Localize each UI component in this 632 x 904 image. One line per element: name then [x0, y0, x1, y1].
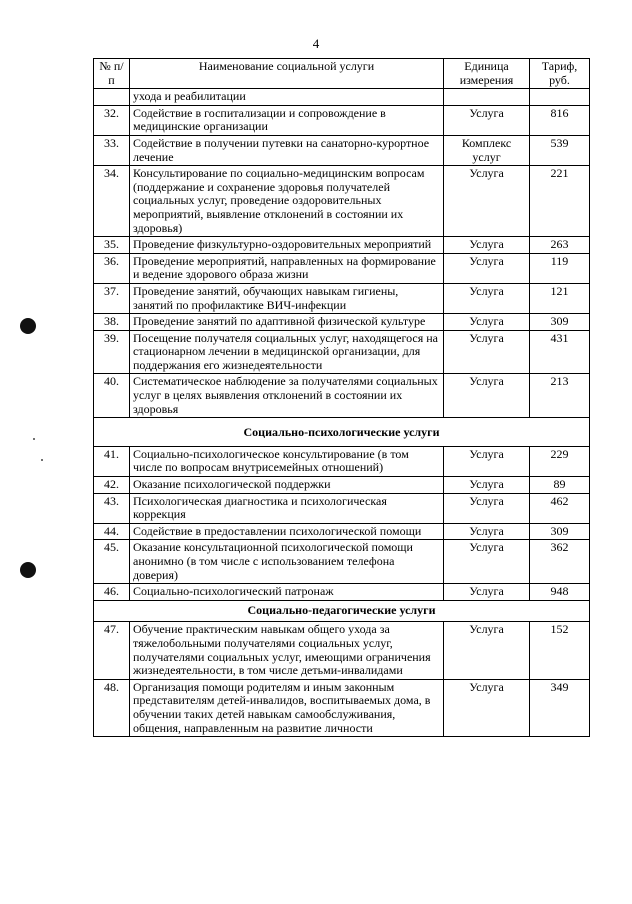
punch-hole	[20, 318, 36, 334]
page-number: 4	[312, 36, 320, 51]
cell-name: Содействие в предоставлении психологической помощи	[130, 523, 444, 540]
cell-unit: Услуга	[444, 314, 530, 331]
section-heading-row	[94, 418, 590, 447]
cell-unit: Услуга	[444, 237, 530, 254]
table-row	[94, 314, 590, 331]
cell-price: 362	[530, 540, 590, 584]
cell-name: Оказание психологической поддержки	[130, 477, 444, 494]
cell-price: 309	[530, 314, 590, 331]
table-row	[94, 166, 590, 237]
cell-name: Содействие в получении путевки на санаторно-курортное лечение	[130, 135, 444, 165]
table-row	[94, 374, 590, 418]
cell-unit: Услуга	[444, 166, 530, 237]
cell-num: 37.	[94, 283, 130, 313]
cell-num: 34.	[94, 166, 130, 237]
table-row	[94, 493, 590, 523]
cell-num: 38.	[94, 314, 130, 331]
cell-name: Психологическая диагностика и психологическая коррекция	[130, 493, 444, 523]
cell-unit: Услуга	[444, 584, 530, 601]
cell-price: 229	[530, 446, 590, 476]
cell-num: 35.	[94, 237, 130, 254]
cell-num: 40.	[94, 374, 130, 418]
header-num: № п/п	[94, 59, 130, 89]
tariff-table	[93, 58, 590, 737]
table-row	[94, 105, 590, 135]
table-header-row	[94, 59, 590, 89]
cell-price: 121	[530, 283, 590, 313]
header-price: Тариф, руб.	[530, 59, 590, 89]
cell-price: 152	[530, 622, 590, 679]
section-heading: Социально-психологические услуги	[94, 418, 590, 447]
table-row	[94, 135, 590, 165]
table-row	[94, 540, 590, 584]
table-row	[94, 523, 590, 540]
cell-price: 948	[530, 584, 590, 601]
cell-price: 431	[530, 330, 590, 374]
cell-num: 32.	[94, 105, 130, 135]
cell-unit: Услуга	[444, 622, 530, 679]
cell-unit: Услуга	[444, 477, 530, 494]
cell-name: Обучение практическим навыкам общего ухода за тяжелобольными получателями социальных услуг, получателями социальных услуг, имеющими ограничения жизнедеятельности, в том числе детьми-инвалидами	[130, 622, 444, 679]
cell-num: 48.	[94, 679, 130, 736]
cell-unit: Услуга	[444, 493, 530, 523]
table-row	[94, 283, 590, 313]
table-row	[94, 330, 590, 374]
section-heading-row	[94, 600, 590, 622]
cell-name: Посещение получателя социальных услуг, находящегося на стационарном лечении в медицинской организации, для поддержания его жизнедеятельности	[130, 330, 444, 374]
cell-unit: Комплекс услуг	[444, 135, 530, 165]
cell-num: 33.	[94, 135, 130, 165]
cell-unit: Услуга	[444, 446, 530, 476]
cell-unit: Услуга	[444, 374, 530, 418]
cell-price: 462	[530, 493, 590, 523]
cell-unit: Услуга	[444, 105, 530, 135]
cell-price: 263	[530, 237, 590, 254]
cell-num: 43.	[94, 493, 130, 523]
table-row	[94, 477, 590, 494]
table-row	[94, 237, 590, 254]
cell-price: 213	[530, 374, 590, 418]
cell-name: Проведение занятий, обучающих навыкам гигиены, занятий по профилактике ВИЧ-инфекции	[130, 283, 444, 313]
continuation-text: ухода и реабилитации	[130, 89, 444, 106]
cell-num: 46.	[94, 584, 130, 601]
cell-unit: Услуга	[444, 679, 530, 736]
cell-num: 45.	[94, 540, 130, 584]
scan-speck	[41, 459, 43, 461]
cell-name: Проведение физкультурно-оздоровительных мероприятий	[130, 237, 444, 254]
header-name: Наименование социальной услуги	[130, 59, 444, 89]
cell-price: 309	[530, 523, 590, 540]
cell-name: Оказание консультационной психологической помощи анонимно (в том числе с использованием телефона доверия)	[130, 540, 444, 584]
cell-name: Проведение занятий по адаптивной физической культуре	[130, 314, 444, 331]
cell-num: 47.	[94, 622, 130, 679]
cell-num: 36.	[94, 253, 130, 283]
punch-hole	[20, 562, 36, 578]
cell-price: 349	[530, 679, 590, 736]
cell-name: Проведение мероприятий, направленных на формирование и ведение здорового образа жизни	[130, 253, 444, 283]
cell-name: Систематическое наблюдение за получателями социальных услуг в целях выявления отклонений в состоянии их здоровья	[130, 374, 444, 418]
cell-price: 221	[530, 166, 590, 237]
cell-num: 41.	[94, 446, 130, 476]
cell-unit: Услуга	[444, 523, 530, 540]
cell-name: Социально-психологическое консультирование (в том числе по вопросам внутрисемейных отношений)	[130, 446, 444, 476]
cell-price: 816	[530, 105, 590, 135]
cell-num: 44.	[94, 523, 130, 540]
continuation-row	[94, 89, 590, 106]
cell-price: 119	[530, 253, 590, 283]
scan-speck	[33, 438, 35, 440]
table-row	[94, 584, 590, 601]
header-unit: Единица измерения	[444, 59, 530, 89]
table-row	[94, 679, 590, 736]
cell-price: 89	[530, 477, 590, 494]
table-row	[94, 253, 590, 283]
cell-name: Социально-психологический патронаж	[130, 584, 444, 601]
cell-unit: Услуга	[444, 330, 530, 374]
table-row	[94, 446, 590, 476]
cell-name: Содействие в госпитализации и сопровождение в медицинские организации	[130, 105, 444, 135]
cell-unit: Услуга	[444, 253, 530, 283]
cell-name: Организация помощи родителям и иным законным представителям детей-инвалидов, воспитываемых дома, в обучении таких детей навыкам самообслуживания, общения, направленным на развитие личности	[130, 679, 444, 736]
cell-price: 539	[530, 135, 590, 165]
cell-name: Консультирование по социально-медицинским вопросам (поддержание и сохранение здоровья получателей социальных услуг, проведение оздоровительных мероприятий, выявление отклонений в состоянии их здоровья)	[130, 166, 444, 237]
cell-num: 39.	[94, 330, 130, 374]
section-heading: Социально-педагогические услуги	[94, 600, 590, 622]
cell-num: 42.	[94, 477, 130, 494]
table-row	[94, 622, 590, 679]
cell-unit: Услуга	[444, 540, 530, 584]
cell-unit: Услуга	[444, 283, 530, 313]
